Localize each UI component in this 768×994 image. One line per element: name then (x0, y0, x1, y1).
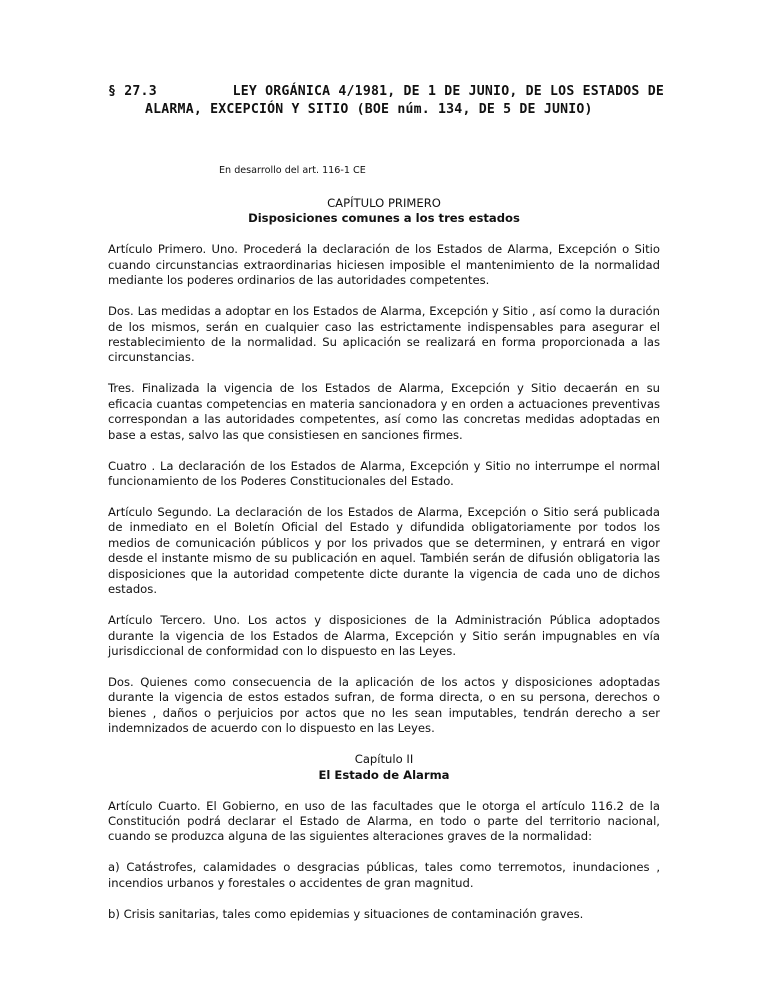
title-line-2: ALARMA, EXCEPCIÓN Y SITIO (BOE núm. 134, DE 5 DE JUNIO) (145, 102, 593, 117)
title-line-1 (108, 83, 664, 101)
section-number: § 27.3 (108, 84, 157, 99)
title-line-1-text: LEY ORGÁNICA 4/1981, DE 1 DE JUNIO, DE LOS ESTADOS DE (232, 84, 664, 99)
chapter-1-heading (108, 196, 660, 227)
paragraph: Dos. Quienes como consecuencia de la aplicación de los actos y disposiciones adoptadas durante la vigencia de estos estados sufran, de forma directa, o en su persona, derechos o bienes , daños o perjuicios por actos que no les sean imputables, tendrán derecho a ser indemnizados de acuerdo con lo dispuesto en las Leyes. (108, 674, 660, 736)
paragraph: Tres. Finalizada la vigencia de los Estados de Alarma, Excepción y Sitio decaerán en su eficacia cuantas competencias en materia sancionadora y en orden a actuaciones preventivas correspondan a las autoridades competentes, así como las concretas medidas adoptadas en base a estas, salvo las que consistiesen en sanciones firmes. (108, 381, 660, 442)
chapter-2-heading (108, 752, 660, 783)
paragraph: Artículo Cuarto. El Gobierno, en uso de las facultades que le otorga el artículo 116.2 de la Constitución podrá declarar el Estado de Alarma, en todo o parte del territorio nacional, cuando se produzca alguna de las siguientes alteraciones graves de la normalidad: (108, 798, 660, 844)
chapter-1-title: CAPÍTULO PRIMERO (327, 196, 441, 210)
paragraph: Dos. Las medidas a adoptar en los Estados de Alarma, Excepción y Sitio , así como la duración de los mismos, serán en cualquier caso las estrictamente indispensables para asegurar el restablecimiento de la normalidad. Su aplicación se realizará en forma proporcionada a las circunstancias. (108, 304, 660, 365)
paragraph: Artículo Primero. Uno. Procederá la declaración de los Estados de Alarma, Excepción o Sitio cuando circunstancias extraordinarias hiciesen imposible el mantenimiento de la normalidad mediante los poderes ordinarios de las autoridades competentes. (108, 242, 660, 288)
paragraph: b) Crisis sanitarias, tales como epidemias y situaciones de contaminación graves. (108, 906, 584, 921)
law-title (108, 83, 664, 119)
paragraph: Artículo Tercero. Uno. Los actos y disposiciones de la Administración Pública adoptados durante la vigencia de los Estados de Alarma, Excepción y Sitio serán impugnables en vía jurisdiccional de conformidad con lo dispuesto en las Leyes. (108, 613, 660, 658)
development-note: En desarrollo del art. 116-1 CE (219, 165, 366, 176)
paragraph: Artículo Segundo. La declaración de los Estados de Alarma, Excepción o Sitio será publicada de inmediato en el Boletín Oficial del Estado y difundida obligatoriamente por todos los medios de comunicación públicos y por los privados que se determinen, y entrará en vigor desde el instante mismo de su publicación en aquel. También serán de difusión obligatoria las disposiciones que la autoridad competente dicte durante la vigencia de cada uno de dichos estados. (108, 505, 660, 597)
chapter-1-subtitle: Disposiciones comunes a los tres estados (248, 211, 520, 226)
chapter-2-subtitle: El Estado de Alarma (318, 767, 450, 782)
chapter-2-title: Capítulo II (354, 752, 414, 767)
paragraph: Cuatro . La declaración de los Estados de Alarma, Excepción y Sitio no interrumpe el normal funcionamiento de los Poderes Constitucionales del Estado. (108, 458, 660, 489)
document-body (108, 196, 660, 938)
paragraph: a) Catástrofes, calamidades o desgracias públicas, tales como terremotos, inundaciones , incendios urbanos y forestales o accidentes de gran magnitud. (108, 860, 660, 890)
